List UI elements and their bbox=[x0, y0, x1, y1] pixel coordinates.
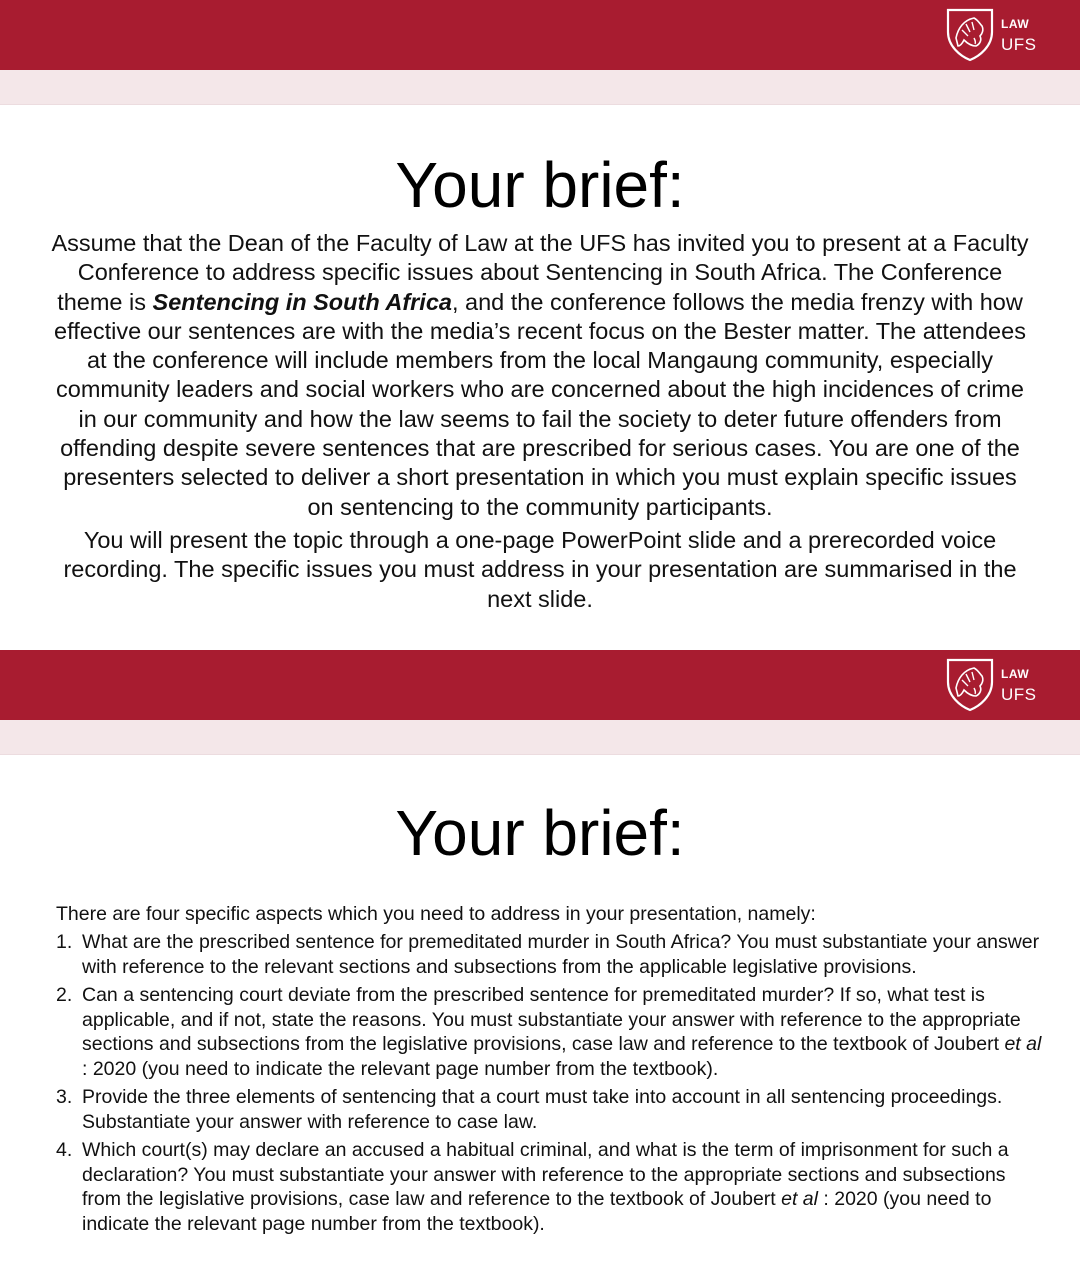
list-item bbox=[56, 1085, 1046, 1134]
et-al: et al bbox=[1004, 1033, 1042, 1055]
ufs-crest-icon bbox=[944, 656, 996, 712]
brief-text-part-1: Assume that the Dean of the Faculty of Law at the UFS has invited you to present at a Faculty Conference to address specific issues about Sentencing in South Africa. The Conference theme is bbox=[51, 230, 1029, 315]
list-item-text: Provide the three elements of sentencing that a court must take into account in all sentencing proceedings. Substantiate your answer with reference to case law. bbox=[82, 1086, 1003, 1133]
slide-title: Your brief: bbox=[395, 149, 685, 221]
list-item bbox=[56, 930, 1046, 979]
list-item-number: 1. bbox=[56, 931, 73, 953]
ufs-crest-icon bbox=[944, 6, 996, 62]
list-item-text: What are the prescribed sentence for premeditated murder in South Africa? You must substantiate your answer with reference to the relevant sections and subsections from the applicable legislative provisions. bbox=[82, 931, 1040, 978]
aspects-list bbox=[56, 930, 1046, 1240]
brief-text-part-2: , and the conference follows the media frenzy with how effective our sentences are with the media’s recent focus on the Bester matter. The attendees at the conference will include members from the local Mangaung community, especially community leaders and social workers who are concerned about the high incidences of crime in our community and how the law seems to fail the society to deter future offenders from offending despite severe sentences that are prescribed for serious cases. You are one of the presenters selected to deliver a short presentation in which you must explain specific issues on sentencing to the community participants. bbox=[54, 288, 1026, 520]
header-banner bbox=[0, 0, 1080, 70]
conference-theme: Sentencing in South Africa bbox=[152, 288, 452, 315]
list-item-number: 4. bbox=[56, 1139, 73, 1161]
slide-2 bbox=[0, 648, 1080, 1286]
logo-ufs-text: UFS bbox=[1001, 685, 1037, 704]
list-item-text-part: : 2020 (you need to indicate the relevant page number from the textbook). bbox=[82, 1057, 719, 1080]
ufs-law-logo bbox=[944, 656, 1044, 716]
logo-law-text: LAW bbox=[1001, 667, 1030, 681]
logo-law-text: LAW bbox=[1001, 17, 1030, 31]
list-item bbox=[56, 1138, 1046, 1236]
et-al: et al bbox=[781, 1188, 818, 1210]
ufs-law-logo bbox=[944, 6, 1044, 66]
list-item-number: 2. bbox=[56, 984, 73, 1006]
logo-ufs-text: UFS bbox=[1001, 35, 1037, 54]
header-shadow-band bbox=[0, 720, 1080, 755]
aspects-intro: There are four specific aspects which you need to address in your presentation, namely: bbox=[56, 903, 816, 925]
list-item-text-part: : 2020 (you need to indicate the relevant page number from the textbook). bbox=[82, 1188, 992, 1235]
list-item-text bbox=[82, 1139, 1009, 1235]
brief-paragraph bbox=[50, 229, 1030, 522]
list-item-text bbox=[82, 984, 1041, 1080]
slide-title: Your brief: bbox=[395, 797, 685, 869]
header-shadow-band bbox=[0, 70, 1080, 105]
list-item-text-part: Which court(s) may declare an accused a habitual criminal, and what is the term of imprisonment for such a declaration? You must substantiate your answer with reference to the appropriate sections and subsections from the legislative provisions, case law and reference to the textbook of Joubert bbox=[82, 1139, 1009, 1210]
list-item-text-part: Can a sentencing court deviate from the prescribed sentence for premeditated murder? If so, what test is applicable, and if not, state the reasons. You must substantiate your answer with reference to the appropriate sections and subsections from the legislative provisions, case law and reference to the textbook of Joubert bbox=[82, 984, 1021, 1055]
header-banner bbox=[0, 650, 1080, 720]
presentation-instructions: You will present the topic through a one-page PowerPoint slide and a prerecorded voice recording. The specific issues you must address in your presentation are summarised in the next slide. bbox=[63, 527, 1017, 612]
list-item bbox=[56, 983, 1046, 1081]
list-item-number: 3. bbox=[56, 1086, 73, 1108]
